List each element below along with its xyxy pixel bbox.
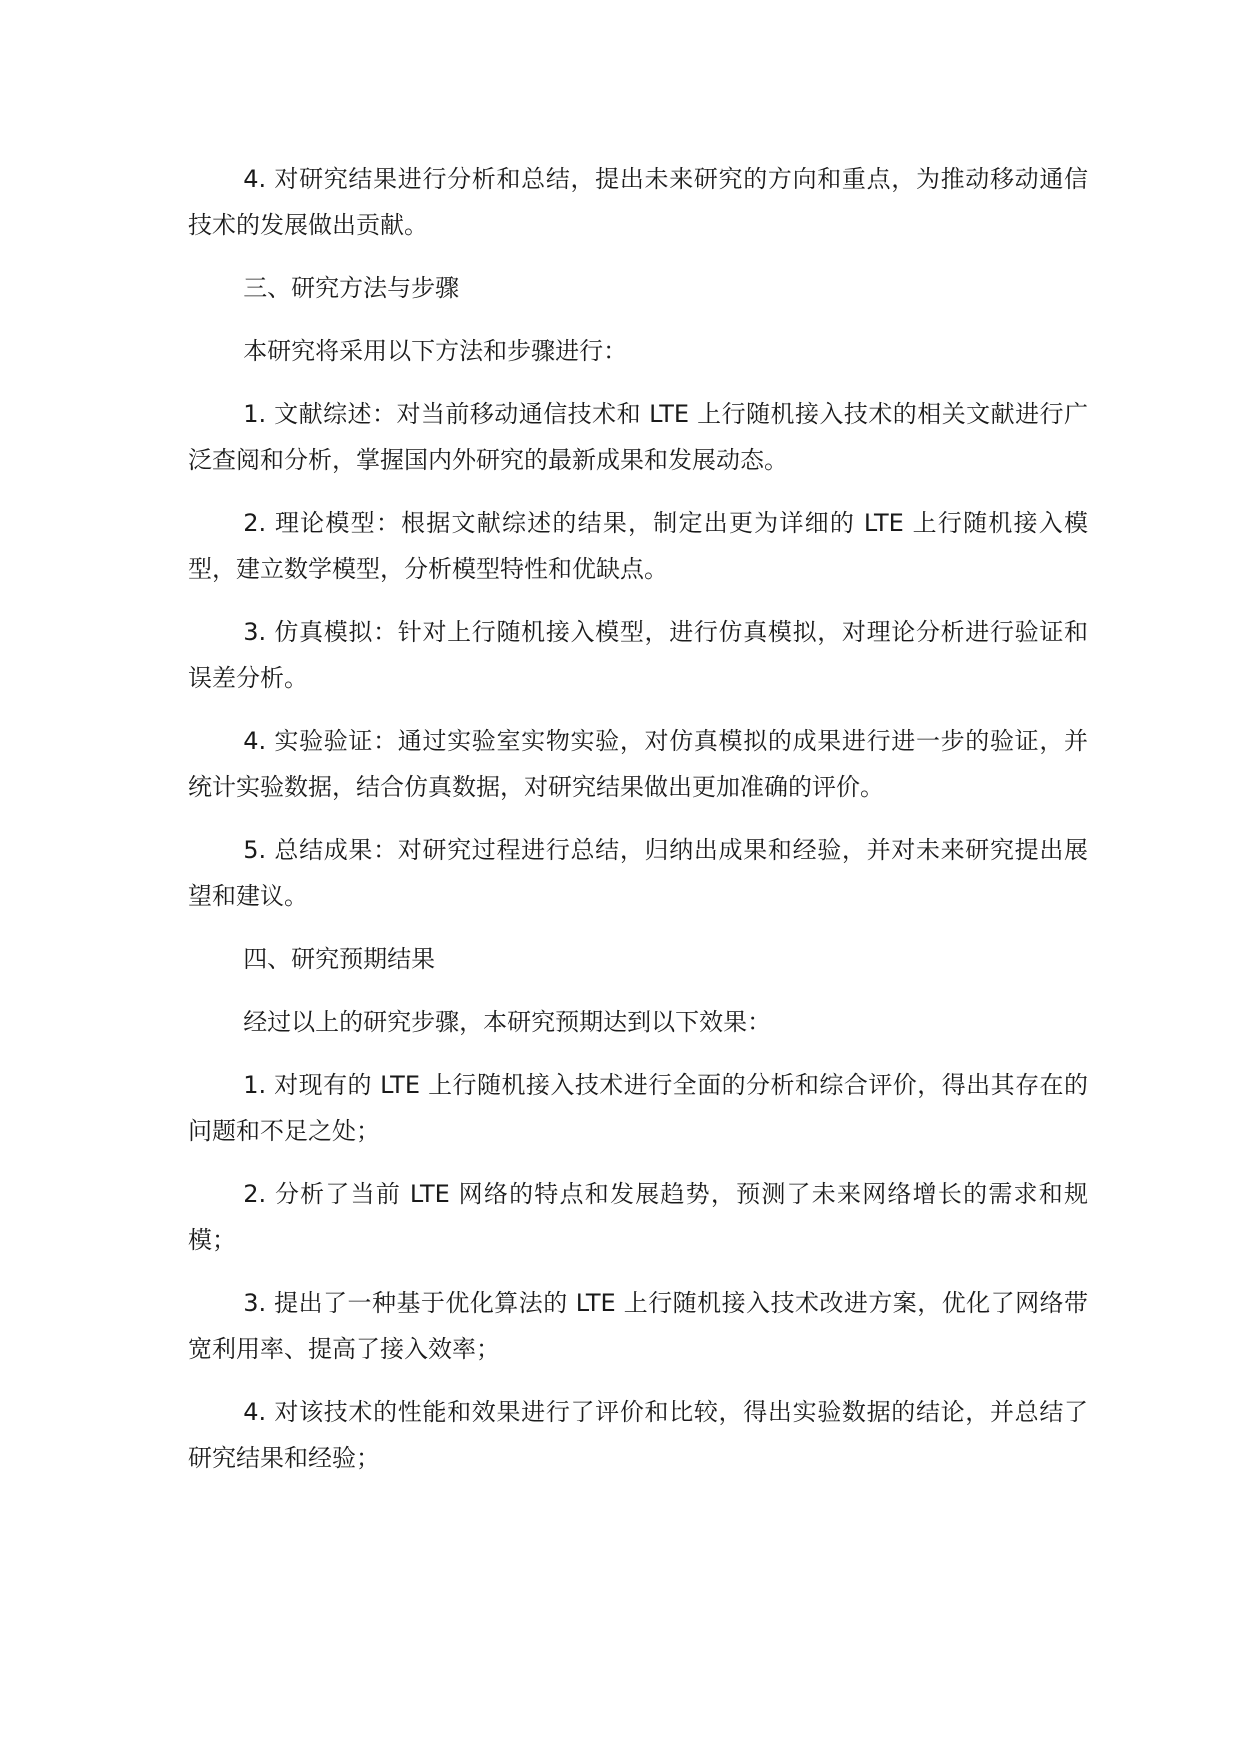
section-heading-expected-results: 四、研究预期结果	[243, 945, 436, 973]
section-heading-methods: 三、研究方法与步骤	[243, 274, 460, 302]
paragraph-method-summary: 5. 总结成果：对研究过程进行总结，归纳出成果和经验，并对未来研究提出展望和建议。	[188, 836, 1088, 910]
paragraph-expected-intro: 经过以上的研究步骤，本研究预期达到以下效果：	[243, 1008, 772, 1036]
paragraph-method-simulation: 3. 仿真模拟：针对上行随机接入模型，进行仿真模拟，对理论分析进行验证和误差分析。	[188, 618, 1088, 692]
paragraph-expected-result-2: 2. 分析了当前 LTE 网络的特点和发展趋势，预测了未来网络增长的需求和规模；	[188, 1180, 1088, 1254]
paragraph-method-theoretical-model: 2. 理论模型：根据文献综述的结果，制定出更为详细的 LTE 上行随机接入模型，建立数学模型，分析模型特性和优缺点。	[188, 509, 1088, 583]
paragraph-expected-result-4: 4. 对该技术的性能和效果进行了评价和比较，得出实验数据的结论，并总结了研究结果和经验；	[188, 1398, 1088, 1472]
paragraph-expected-result-1: 1. 对现有的 LTE 上行随机接入技术进行全面的分析和综合评价，得出其存在的问题和不足之处；	[188, 1071, 1088, 1145]
document-body	[188, 156, 1088, 1498]
paragraph-methods-intro: 本研究将采用以下方法和步骤进行：	[243, 337, 628, 365]
paragraph-research-summary: 4. 对研究结果进行分析和总结，提出未来研究的方向和重点，为推动移动通信技术的发展做出贡献。	[188, 165, 1088, 239]
paragraph-method-experiment: 4. 实验验证：通过实验室实物实验，对仿真模拟的成果进行进一步的验证，并统计实验数据，结合仿真数据，对研究结果做出更加准确的评价。	[188, 727, 1088, 801]
paragraph-expected-result-3: 3. 提出了一种基于优化算法的 LTE 上行随机接入技术改进方案，优化了网络带宽利用率、提高了接入效率；	[188, 1289, 1088, 1363]
paragraph-method-literature-review: 1. 文献综述：对当前移动通信技术和 LTE 上行随机接入技术的相关文献进行广泛查阅和分析，掌握国内外研究的最新成果和发展动态。	[188, 400, 1088, 474]
